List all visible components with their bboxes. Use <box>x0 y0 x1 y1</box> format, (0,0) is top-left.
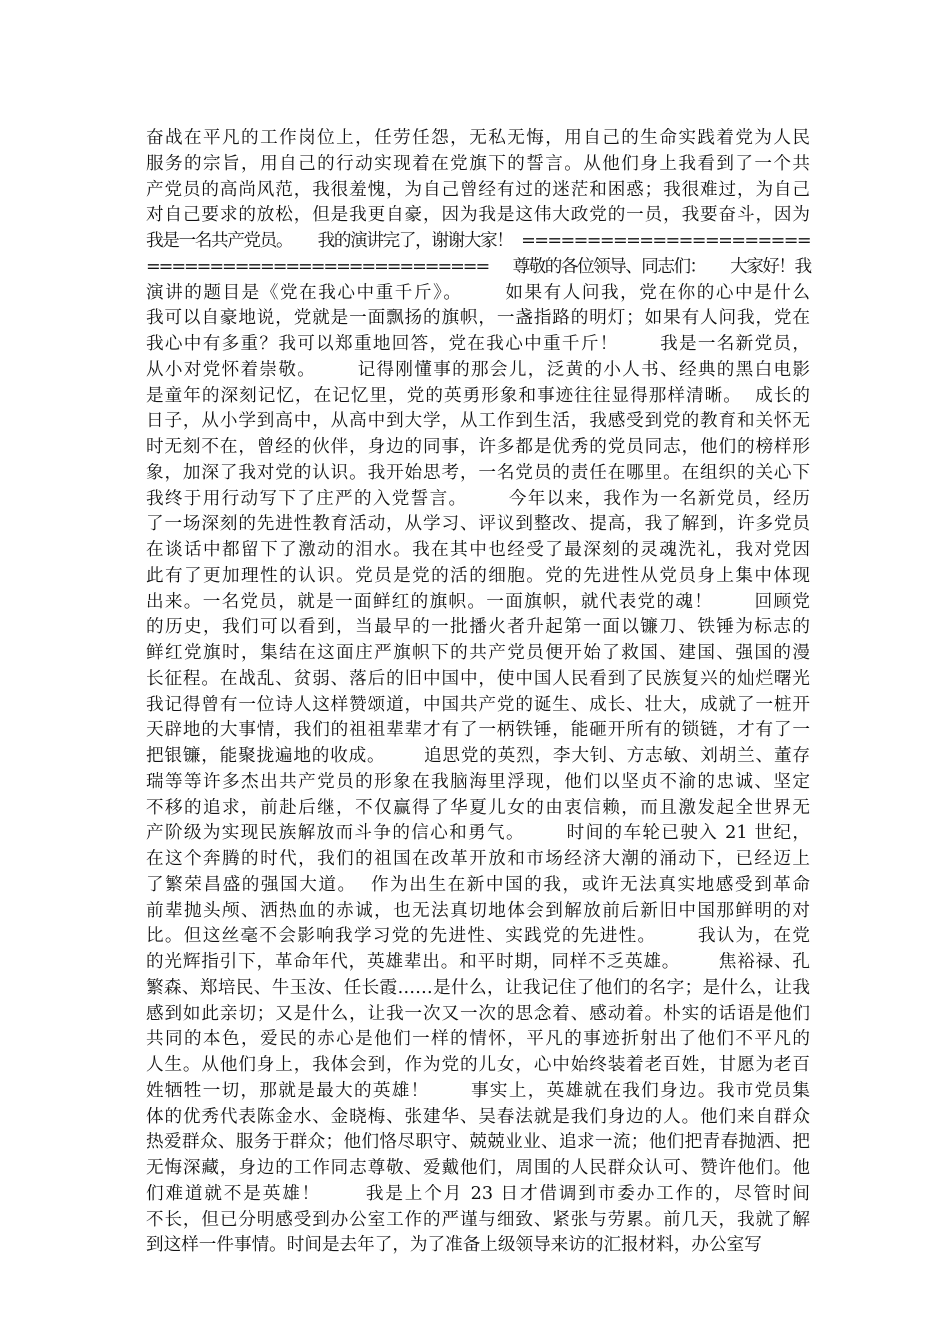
text-line: 我终于用行动写下了庄严的入党誓言。 今年以来，我作为一名新党员，经历 <box>146 488 810 509</box>
text-line: 产党员的高尚风范，我很羞愧，为自己曾经有过的迷茫和困惑；我很难过，为自己 <box>146 179 810 200</box>
text-line: 在谈话中都留下了激动的泪水。我在其中也经受了最深刻的灵魂洗礼，我对党因 <box>146 540 810 560</box>
text-line: 日子，从小学到高中，从高中到大学，从工作到生活，我感受到党的教育和关怀无 <box>146 411 810 432</box>
text-line: 前辈抛头颅、洒热血的赤诚，也无法真切地体会到解放前后新旧中国那鲜明的对 <box>146 900 810 921</box>
text-line: 了一场深刻的先进性教育活动，从学习、评议到整改、提高，我了解到，许多党员 <box>146 514 810 535</box>
text-line: 我是一名共产党员。 我的演讲完了，谢谢大家！ ====================== <box>146 231 810 251</box>
text-line: 了繁荣昌盛的强国大道。 作为出生在新中国的我，或许无法真实地感受到革命 <box>146 874 810 895</box>
text-line: 天辟地的大事情，我们的祖祖辈辈才有了一柄铁锤，能砸开所有的锁链，才有了一 <box>146 720 810 741</box>
text-line: 的历史，我们可以看到，当最早的一批播火者升起第一面以镰刀、铁锤为标志的 <box>146 617 810 638</box>
text-line: 在这个奔腾的时代，我们的祖国在改革开放和市场经济大潮的涌动下，已经迈上 <box>146 849 810 869</box>
text-line: 热爱群众、服务于群众；他们恪尽职守、兢兢业业、追求一流；他们把青春抛洒、把 <box>146 1132 810 1153</box>
text-line: 瑞等等许多杰出共产党员的形象在我脑海里浮现，他们以坚贞不渝的忠诚、坚定 <box>146 771 810 792</box>
text-line: 姓牺牲一切，那就是最大的英雄！ 事实上，英雄就在我们身边。我市党员集 <box>146 1080 810 1101</box>
text-line: 此有了更加理性的认识。党员是党的活的细胞。党的先进性从党员身上集中体现 <box>146 565 810 586</box>
text-line: 象，加深了我对党的认识。我开始思考，一名党员的责任在哪里。在组织的关心下 <box>146 462 810 483</box>
text-line: 的光辉指引下，革命年代，英雄辈出。和平时期，同样不乏英雄。 焦裕禄、孔 <box>146 952 810 972</box>
text-line: 奋战在平凡的工作岗位上，任劳任怨，无私无悔，用自己的生命实践着党为人民 <box>146 128 810 148</box>
document-body-text <box>146 126 810 1259</box>
text-line: 不长，但已分明感受到办公室工作的严谨与细致、紧张与劳累。前几天，我就了解 <box>146 1209 810 1230</box>
text-line: 共同的本色，爱民的赤心是他们一样的情怀，平凡的事迹折射出了他们不平凡的 <box>146 1029 810 1050</box>
text-line: 我心中有多重？我可以郑重地回答，党在我心中重千斤！ 我是一名新党员， <box>146 334 810 354</box>
text-line: 人生。从他们身上，我体会到，作为党的儿女，心中始终装着老百姓，甘愿为老百 <box>146 1055 810 1075</box>
text-line: 时无刻不在，曾经的伙伴，身边的同事，许多都是优秀的党员同志，他们的榜样形 <box>146 437 810 457</box>
text-line: 服务的宗旨，用自己的行动实现着在党旗下的誓言。从他们身上我看到了一个共 <box>146 153 810 174</box>
text-line: 鲜红党旗时，集结在这面庄严旗帜下的共产党员便开始了救国、建国、强国的漫 <box>146 643 810 663</box>
text-line: =========================== 尊敬的各位领导、同志们： 大家好！我 <box>146 256 810 277</box>
text-line: 从小对党怀着崇敬。 记得刚懂事的那会儿，泛黄的小人书、经典的黑白电影 <box>146 359 810 380</box>
text-line: 们难道就不是英雄！ 我是上个月 23 日才借调到市委办工作的，尽管时间 <box>146 1183 810 1204</box>
text-line: 对自己要求的放松，但是我更自豪，因为我是这伟大政党的一员，我要奋斗，因为 <box>146 205 810 226</box>
text-line: 演讲的题目是《党在我心中重千斤》。 如果有人问我，党在你的心中是什么 <box>146 282 810 303</box>
text-line: 不移的追求，前赴后继，不仅赢得了华夏儿女的由衷信赖，而且激发起全世界无 <box>146 797 810 818</box>
text-line: 体的优秀代表陈金水、金晓梅、张建华、吴春法就是我们身边的人。他们来自群众 <box>146 1106 810 1127</box>
text-line: 无悔深藏，身边的工作同志尊敬、爱戴他们，周围的人民群众认可、赞许他们。他 <box>146 1158 810 1178</box>
text-line: 产阶级为实现民族解放而斗争的信心和勇气。 时间的车轮已驶入 21 世纪， <box>146 823 810 844</box>
text-line: 繁森、郑培民、牛玉汝、任长霞……是什么，让我记住了他们的名字；是什么，让我 <box>146 977 810 998</box>
text-line: 到这样一件事情。时间是去年了，为了准备上级领导来访的汇报材料，办公室写 <box>146 1235 762 1256</box>
text-line: 感到如此亲切；又是什么，让我一次又一次的思念着、感动着。朴实的话语是他们 <box>146 1003 810 1024</box>
text-line: 长征程。在战乱、贫弱、落后的旧中国中，使中国人民看到了民族复兴的灿烂曙光 <box>146 668 810 689</box>
text-line: 出来。一名党员，就是一面鲜红的旗帜。一面旗帜，就代表党的魂！ 回顾党 <box>146 591 810 612</box>
text-line: 我记得曾有一位诗人这样赞颂道，中国共产党的诞生、成长、壮大，成就了一桩开 <box>146 694 810 715</box>
text-line: 把银镰，能聚拢遍地的收成。 追思党的英烈，李大钊、方志敏、刘胡兰、董存 <box>146 746 810 766</box>
text-line: 我可以自豪地说，党就是一面飘扬的旗帜，一盏指路的明灯；如果有人问我，党在 <box>146 308 810 329</box>
text-line: 是童年的深刻记忆，在记忆里，党的英勇形象和事迹往往显得那样清晰。 成长的 <box>146 385 810 406</box>
text-line: 比。但这丝毫不会影响我学习党的先进性、实践党的先进性。 我认为，在党 <box>146 926 810 947</box>
